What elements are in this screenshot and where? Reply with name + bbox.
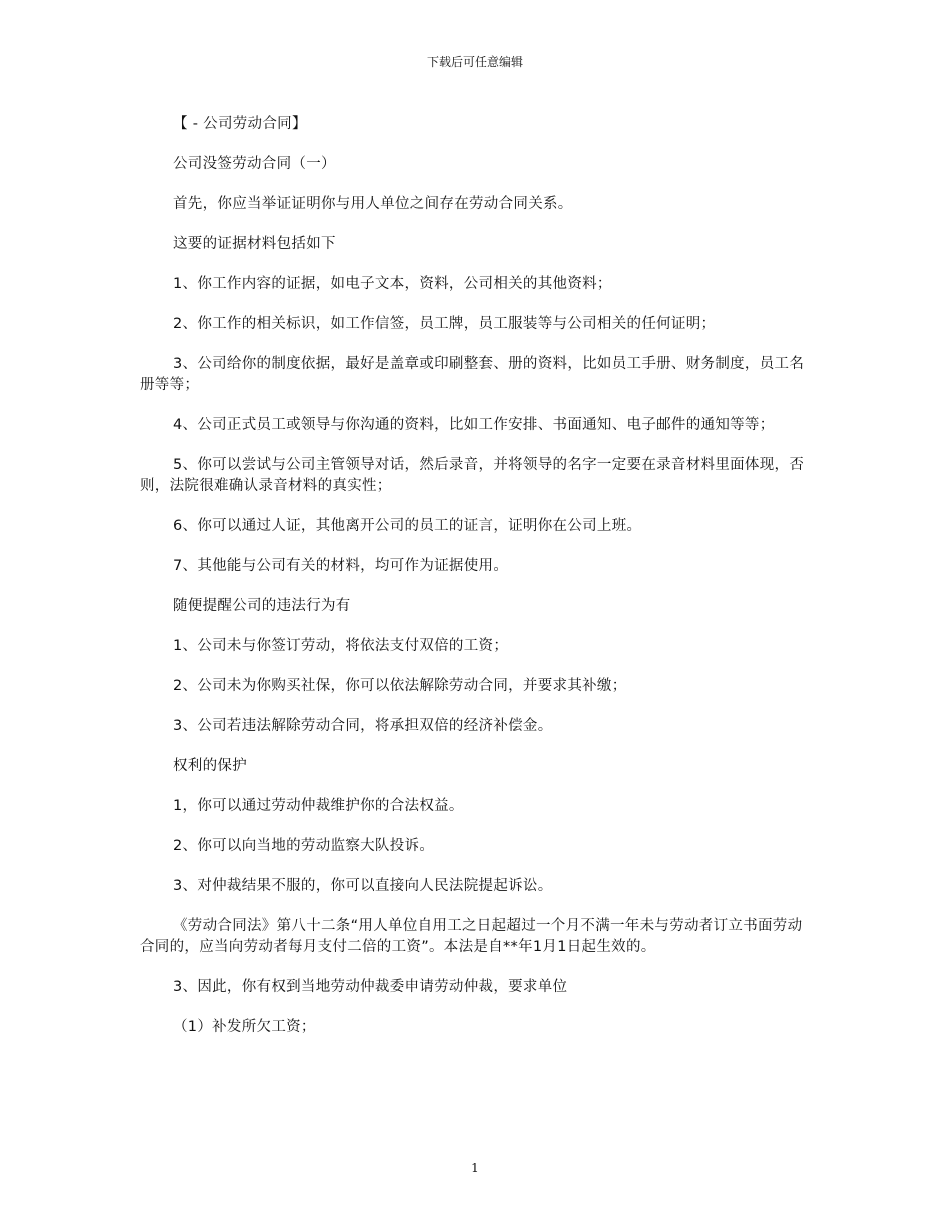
list-item: 1，你可以通过劳动仲裁维护你的合法权益。 xyxy=(173,798,464,814)
page-header: 下载后可任意编辑 xyxy=(426,55,523,69)
list-item: 2、你可以向当地的劳动监察大队投诉。 xyxy=(173,838,435,854)
list-item: 3、对仲裁结果不服的，你可以直接向人民法院提起诉讼。 xyxy=(173,878,553,894)
list-item: 7、其他能与公司有关的材料，均可作为证据使用。 xyxy=(173,558,509,574)
page-number: 1 xyxy=(471,1161,479,1175)
section-heading: 公司没签劳动合同（一） xyxy=(173,156,336,172)
paragraph: 这要的证据材料包括如下 xyxy=(173,236,336,252)
list-item: 3、公司给你的制度依据，最好是盖章或印刷整套、册的资料，比如员工手册、财务制度，员工名册等等； xyxy=(140,356,805,393)
paragraph: 首先，你应当举证证明你与用人单位之间存在劳动合同关系。 xyxy=(173,196,573,212)
list-item: 2、公司未为你购买社保，你可以依法解除劳动合同，并要求其补缴； xyxy=(173,678,627,694)
list-item: 6、你可以通过人证，其他离开公司的员工的证言，证明你在公司上班。 xyxy=(173,518,642,534)
section-heading: 随便提醒公司的违法行为有 xyxy=(173,598,351,614)
section-heading: 权利的保护 xyxy=(173,758,247,774)
list-item: 3、因此，你有权到当地劳动仲裁委申请劳动仲裁，要求单位 xyxy=(173,979,568,995)
law-citation-paragraph: 《劳动合同法》第八十二条“用人单位自用工之日起超过一个月不满一年未与劳动者订立书面劳动合同的，应当向劳动者每月支付二倍的工资”。本法是自**年1月1日起生效的。 xyxy=(140,918,803,955)
list-item: 2、你工作的相关标识，如工作信签，员工牌，员工服装等与公司相关的任何证明； xyxy=(173,316,716,332)
sub-list-item: （1）补发所欠工资； xyxy=(173,1019,316,1035)
list-item: 1、公司未与你签订劳动，将依法支付双倍的工资； xyxy=(173,638,509,654)
list-item: 5、你可以尝试与公司主管领导对话，然后录音，并将领导的名字一定要在录音材料里面体现，否则，法院很难确认录音材料的真实性； xyxy=(140,457,805,494)
list-item: 4、公司正式员工或领导与你沟通的资料，比如工作安排、书面通知、电子邮件的通知等等； xyxy=(173,417,775,433)
document-title: 【 - 公司劳动合同】 xyxy=(173,116,307,132)
list-item: 1、你工作内容的证据，如电子文本，资料，公司相关的其他资料； xyxy=(173,276,612,292)
document-body xyxy=(140,114,805,1057)
list-item: 3、公司若违法解除劳动合同，将承担双倍的经济补偿金。 xyxy=(173,718,553,734)
